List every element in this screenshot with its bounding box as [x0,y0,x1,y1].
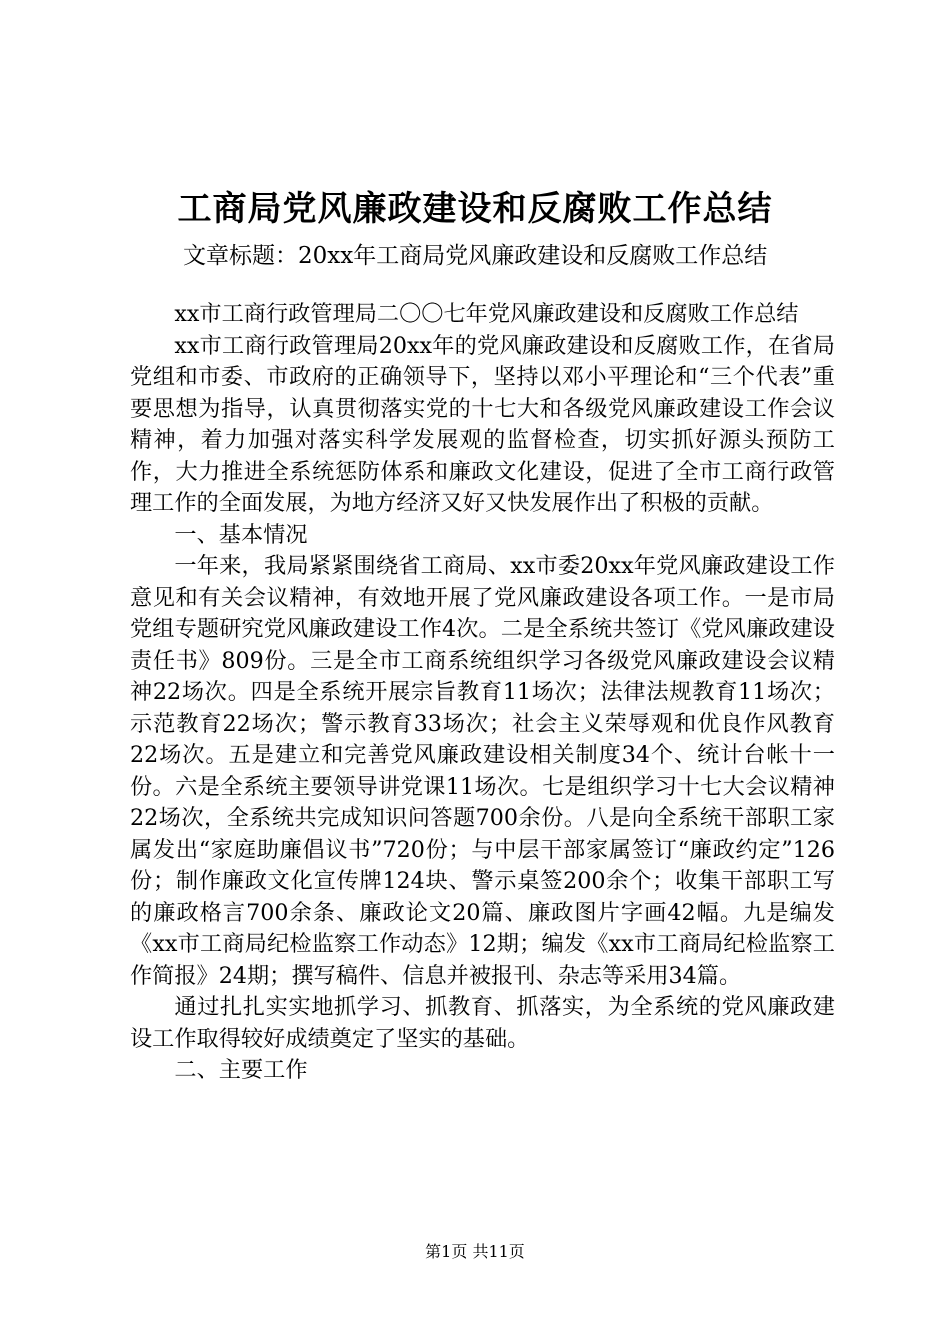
document-title: 工商局党风廉政建设和反腐败工作总结 [177,189,773,229]
summary-paragraph: 通过扎扎实实地抓学习、抓教育、抓落实，为全系统的党风廉政建设工作取得较好成绩奠定了坚实的基础。 [130,994,835,1052]
section-heading-basic: 一、基本情况 [174,521,308,548]
page-footer: 第1页 共11页 [425,1242,525,1261]
intro-paragraph: xx市工商行政管理局20xx年的党风廉政建设和反腐败工作，在省局党组和市委、市政府的正确领导下，坚持以邓小平理论和“三个代表”重要思想为指导，认真贯彻落实党的十七大和各级党风廉政建设工作会议精神，着力加强对落实科学发展观的监督检查，切实抓好源头预防工作，大力推进全系统惩防体系和廉政文化建设，促进了全市工商行政管理工作的全面发展，为地方经济又好又快发展作出了积极的贡献。 [130,332,835,516]
heading-paragraph: xx市工商行政管理局二〇〇七年党风廉政建设和反腐败工作总结 [174,301,799,327]
document-body [130,299,835,1087]
article-subtitle: 文章标题：20xx年工商局党风廉政建设和反腐败工作总结 [183,243,768,269]
section-heading-main-work: 二、主要工作 [174,1057,308,1083]
basic-situation-paragraph: 一年来，我局紧紧围绕省工商局、xx市委20xx年党风廉政建设工作意见和有关会议精神，有效地开展了党风廉政建设各项工作。一是市局党组专题研究党风廉政建设工作4次。二是全系统共签订《党风廉政建设责任书》809份。三是全市工商系统组织学习各级党风廉政建设会议精神22场次。四是全系统开展宗旨教育11场次；法律法规教育11场次；示范教育22场次；警示教育33场次；社会主义荣辱观和优良作风教育22场次。五是建立和完善党风廉政建设相关制度34个、统计台帐十一份。六是全系统主要领导讲党课11场次。七是组织学习十七大会议精神22场次，全系统共完成知识问答题700余份。八是向全系统干部职工家属发出“家庭助廉倡议书”720份；与中层干部家属签订“廉政约定”126份；制作廉政文化宣传牌124块、警示桌签200余个；收集干部职工写的廉政格言700余条、廉政论文20篇、廉政图片字画42幅。九是编发《xx市工商局纪检监察工作动态》12期；编发《xx市工商局纪检监察工作简报》24期；撰写稿件、信息并被报刊、杂志等采用34篇。 [130,553,835,989]
